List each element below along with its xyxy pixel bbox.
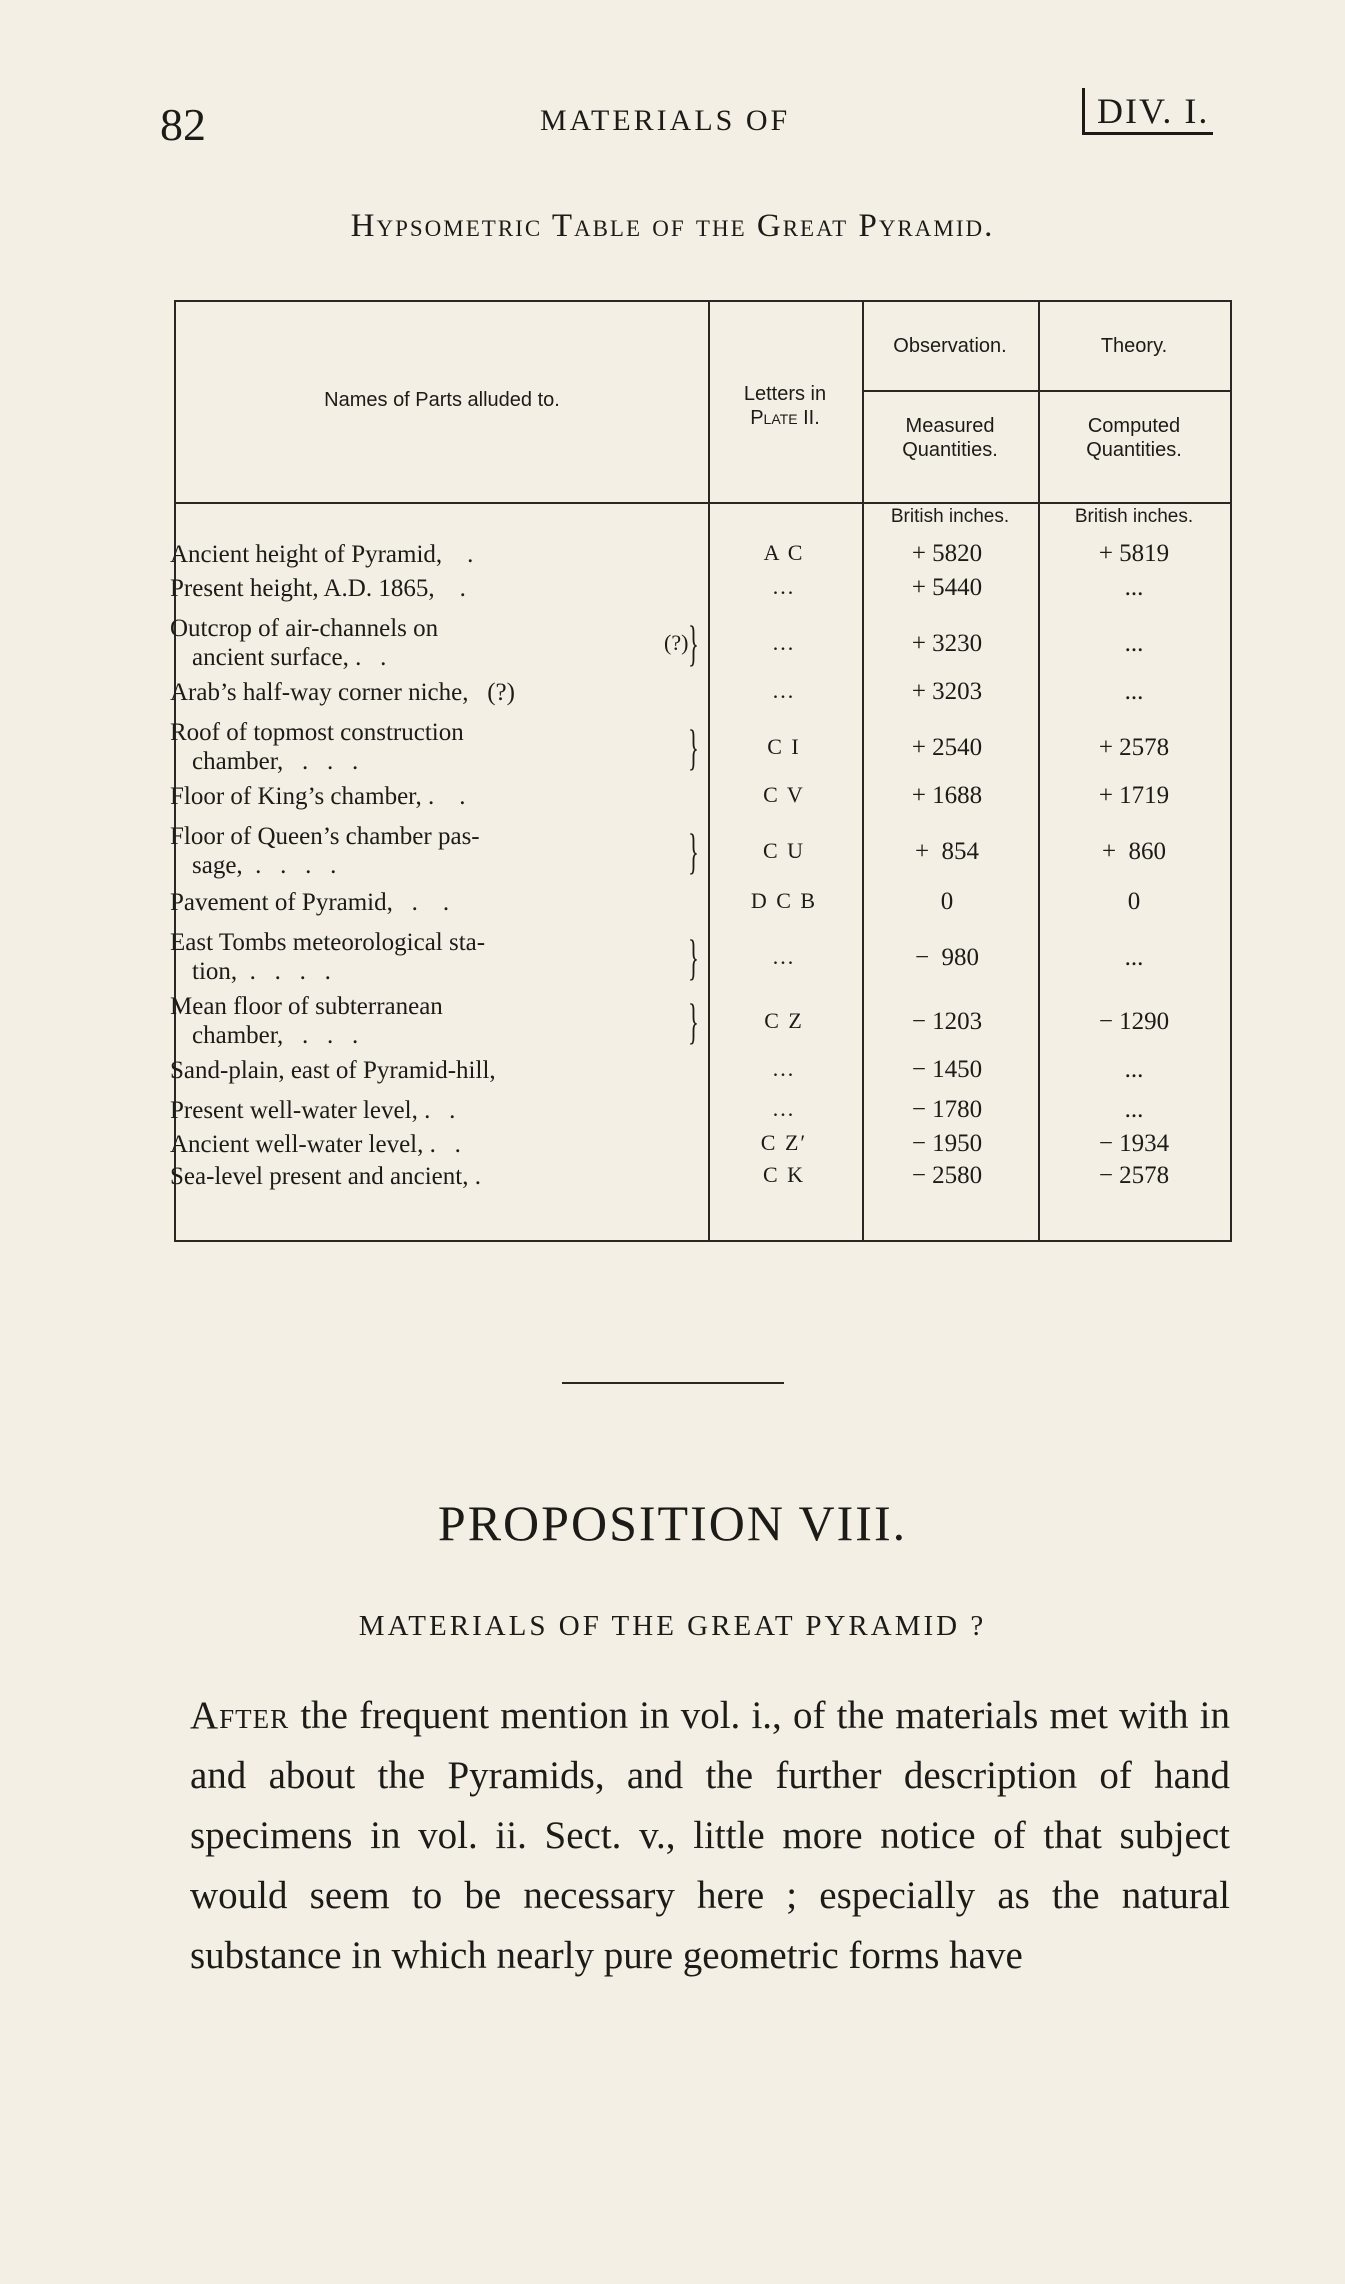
row-measured: + 5440 xyxy=(911,574,983,601)
row-name xyxy=(170,574,700,603)
row-computed: − 1290 xyxy=(1098,1008,1170,1035)
row-computed: − 1934 xyxy=(1098,1130,1170,1157)
row-letters: ... xyxy=(772,944,796,969)
row-letters: C V xyxy=(763,782,805,807)
brace-mark: } xyxy=(688,823,699,879)
row-letters: C Z xyxy=(764,1008,804,1033)
row-computed: ... xyxy=(1124,944,1144,971)
row-letters: A C xyxy=(763,540,805,565)
row-name-line1: Sea-level present and ancient, . xyxy=(170,1163,481,1190)
row-letters: ... xyxy=(772,678,796,703)
row-computed: + 1719 xyxy=(1098,782,1170,809)
row-measured: − 1950 xyxy=(911,1130,983,1157)
header-observation: Observation. xyxy=(893,335,1007,357)
row-name-line1: Pavement of Pyramid, . . xyxy=(170,889,450,916)
row-name xyxy=(170,718,700,776)
row-computed: + 2578 xyxy=(1098,734,1170,761)
row-name-line2: chamber, . . . xyxy=(192,1022,359,1049)
header-bottom-rule xyxy=(176,502,1230,504)
row-name-line2: ancient surface, . . xyxy=(192,644,387,671)
row-computed: ... xyxy=(1124,1056,1144,1083)
proposition-heading: PROPOSITION VIII. xyxy=(437,1495,908,1551)
uncertain-mark: (?) xyxy=(664,630,689,655)
brace-mark: } xyxy=(688,929,699,985)
row-letters: ... xyxy=(772,574,796,599)
header-letters-line2: Plate II. xyxy=(750,407,820,429)
row-letters: C I xyxy=(767,734,801,759)
row-measured: 0 xyxy=(940,888,954,915)
paragraph-lead-word: After xyxy=(190,1694,290,1737)
running-title: MATERIALS OF xyxy=(540,104,791,137)
row-name-line1: Floor of Queen’s chamber pas- xyxy=(170,823,480,850)
header-names: Names of Parts alluded to. xyxy=(324,389,560,411)
row-measured: − 1780 xyxy=(911,1096,983,1123)
header-theory: Theory. xyxy=(1100,335,1168,357)
header-letters-line1: Letters in xyxy=(743,383,827,405)
row-letters: C K xyxy=(762,1162,806,1187)
row-computed: 0 xyxy=(1127,888,1141,915)
header-measured xyxy=(862,414,1038,462)
row-computed: + 860 xyxy=(1101,838,1167,865)
row-name xyxy=(170,1056,700,1085)
header-measured-line2: Quantities. xyxy=(902,439,998,461)
page-number: 82 xyxy=(160,99,206,150)
unit-measured: British inches. xyxy=(890,506,1010,527)
section-rule xyxy=(562,1382,784,1384)
row-measured: + 3230 xyxy=(911,630,983,657)
header-measured-line1: Measured xyxy=(905,415,995,437)
row-name-line1: Mean floor of subterranean xyxy=(170,993,443,1020)
paragraph-text: the frequent mention in vol. i., of the materials met with in and about the Pyramids, and the further description of hand specimens in vol. ii. Sect. v., little more notice of that subject would seem to be necessary here ; especially as the natural substance in which nearly pure geometric forms have xyxy=(190,1694,1230,1977)
row-measured: + 5820 xyxy=(911,540,983,567)
row-letters: ... xyxy=(772,630,796,655)
row-name xyxy=(170,992,700,1050)
row-letters: ... xyxy=(772,1056,796,1081)
row-name xyxy=(170,928,700,986)
brace-mark: } xyxy=(688,719,699,775)
row-computed: ... xyxy=(1124,1096,1144,1123)
division-label: DIV. I. xyxy=(1082,88,1213,135)
row-name xyxy=(170,678,700,707)
row-measured: + 3203 xyxy=(911,678,983,705)
row-computed: − 2578 xyxy=(1098,1162,1170,1189)
row-name-line1: Sand-plain, east of Pyramid-hill, xyxy=(170,1057,496,1084)
row-computed: + 5819 xyxy=(1098,540,1170,567)
row-computed: ... xyxy=(1124,630,1144,657)
row-name xyxy=(170,540,700,569)
row-name-line2: chamber, . . . xyxy=(192,748,359,775)
row-name xyxy=(170,614,700,672)
row-name-line1: Roof of topmost construction xyxy=(170,719,464,746)
row-letters: ... xyxy=(772,1096,796,1121)
row-letters: C U xyxy=(762,838,806,863)
header-computed-line2: Quantities. xyxy=(1086,439,1182,461)
header-computed-line1: Computed xyxy=(1087,415,1181,437)
row-computed: ... xyxy=(1124,678,1144,705)
row-name-line2: tion, . . . . xyxy=(192,958,331,985)
row-measured: + 1688 xyxy=(911,782,983,809)
row-measured: − 1203 xyxy=(911,1008,983,1035)
row-measured: + 854 xyxy=(914,838,980,865)
row-name-line1: Ancient well-water level, . . xyxy=(170,1131,461,1158)
row-letters: D C B xyxy=(750,888,818,913)
row-measured: − 2580 xyxy=(911,1162,983,1189)
header-divider xyxy=(862,390,1230,392)
row-name xyxy=(170,1162,700,1191)
row-name-line1: Floor of King’s chamber, . . xyxy=(170,783,466,810)
proposition-subheading: MATERIALS OF THE GREAT PYRAMID ? xyxy=(358,1610,987,1642)
row-name xyxy=(170,888,700,917)
row-name xyxy=(170,1096,700,1125)
row-name-line1: Present height, A.D. 1865, . xyxy=(170,575,466,602)
table-title: Hypsometric Table of the Great Pyramid. xyxy=(350,208,995,244)
row-name-line1: Arab’s half-way corner niche, (?) xyxy=(170,679,515,706)
row-computed: ... xyxy=(1124,574,1144,601)
row-name xyxy=(170,1130,700,1159)
row-name-line1: Outcrop of air-channels on xyxy=(170,615,439,642)
row-name-line2: sage, . . . . xyxy=(192,852,337,879)
row-letters: C Z′ xyxy=(760,1130,808,1155)
row-name-line1: Present well-water level, . . xyxy=(170,1097,456,1124)
row-name-line1: East Tombs meteorological sta- xyxy=(170,929,486,956)
body-paragraph xyxy=(190,1686,1230,1986)
row-name xyxy=(170,822,700,880)
row-measured: − 980 xyxy=(914,944,980,971)
header-computed xyxy=(1038,414,1230,462)
row-name-line1: Ancient height of Pyramid, . xyxy=(170,541,474,568)
row-measured: − 1450 xyxy=(911,1056,983,1083)
brace-mark: } xyxy=(688,615,699,671)
unit-computed: British inches. xyxy=(1074,506,1194,527)
brace-mark: } xyxy=(688,993,699,1049)
row-name xyxy=(170,782,700,811)
header-letters xyxy=(708,382,862,430)
row-measured: + 2540 xyxy=(911,734,983,761)
